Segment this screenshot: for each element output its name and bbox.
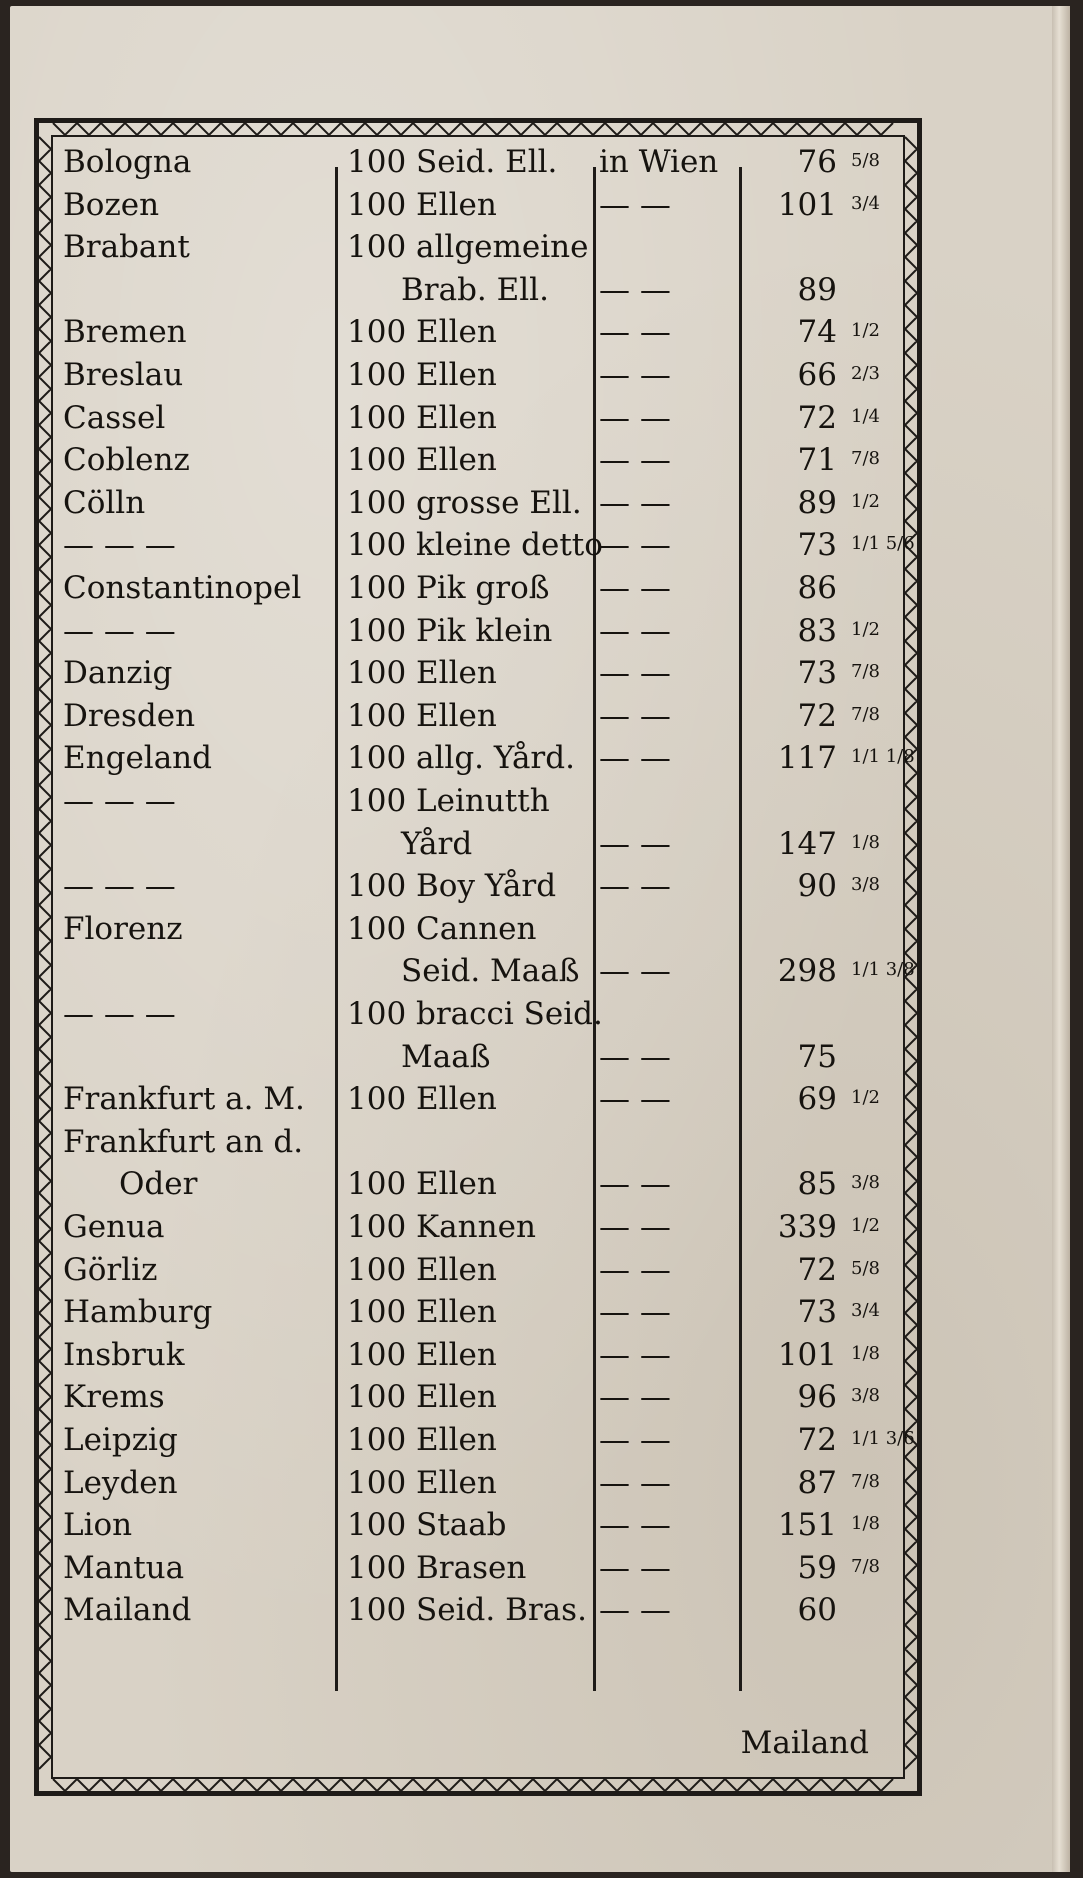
ell-count-cell: 74 xyxy=(797,314,837,351)
vienna-cell: — — xyxy=(599,570,671,606)
place-cell: Bologna xyxy=(63,144,192,180)
place-cell: Oder xyxy=(119,1166,198,1203)
table-row xyxy=(39,226,917,268)
vienna-cell: — — xyxy=(599,186,671,223)
ell-count-cell: 73 xyxy=(797,527,837,564)
ell-count-cell: 66 xyxy=(797,357,837,393)
table-row xyxy=(39,397,917,439)
vienna-cell: — — xyxy=(599,1379,671,1416)
ell-count-cell: 86 xyxy=(797,570,837,606)
place-cell: Cassel xyxy=(63,399,166,436)
table-row xyxy=(39,1419,917,1461)
catchword: Mailand xyxy=(740,1725,869,1761)
table-row xyxy=(39,1163,917,1205)
ell-count-cell: 89 xyxy=(797,271,837,308)
ell-count-cell: 73 xyxy=(797,1294,837,1331)
table-row xyxy=(39,1206,917,1248)
vienna-cell: — — xyxy=(599,1166,671,1203)
ell-count-cell: 117 xyxy=(777,740,837,777)
table-row xyxy=(39,354,917,396)
measure-cell: 100 Brasen xyxy=(347,1549,527,1586)
measure-cell: 100 Ellen xyxy=(347,1379,497,1416)
place-cell: Cölln xyxy=(63,484,146,521)
fraction-cell: 3/8 xyxy=(851,1172,880,1194)
vienna-cell: — — xyxy=(599,484,671,521)
fraction-cell: 5/8 xyxy=(851,1257,880,1279)
ell-count-cell: 72 xyxy=(797,1251,837,1288)
place-cell: Bozen xyxy=(63,186,160,223)
place-cell: Danzig xyxy=(63,655,173,692)
vienna-cell: — — xyxy=(599,825,671,862)
vienna-cell: — — xyxy=(599,953,671,990)
ell-count-cell: 59 xyxy=(797,1549,837,1586)
fraction-cell: 7/8 xyxy=(851,1555,880,1577)
book-page xyxy=(10,6,1070,1872)
ell-count-cell: 75 xyxy=(797,1038,837,1075)
ell-count-cell: 298 xyxy=(777,953,837,990)
place-cell: — — — xyxy=(63,527,176,564)
fraction-cell: 3/8 xyxy=(851,874,880,896)
fraction-cell: 2/3 xyxy=(851,363,880,384)
measure-cell: 100 Cannen xyxy=(347,910,537,947)
fraction-cell: 1/2 xyxy=(851,1087,880,1109)
measure-cell: Brab. Ell. xyxy=(401,271,549,308)
fraction-cell: 3/8 xyxy=(851,1385,880,1407)
vienna-cell: — — xyxy=(599,1464,671,1501)
ell-count-cell: 96 xyxy=(797,1379,837,1416)
vienna-cell: — — xyxy=(599,1294,671,1331)
table-row xyxy=(39,184,917,226)
fraction-cell: 7/8 xyxy=(851,703,880,725)
measure-cell: 100 Ellen xyxy=(347,1294,497,1331)
fraction-cell: 7/8 xyxy=(851,448,880,470)
fraction-cell: 7/8 xyxy=(851,661,880,683)
measure-cell: 100 Seid. Ell. xyxy=(347,144,558,180)
page-edge xyxy=(1052,6,1070,1872)
place-cell: Hamburg xyxy=(63,1294,213,1331)
table-row xyxy=(39,482,917,524)
table-row xyxy=(39,524,917,566)
measure-cell: 100 Ellen xyxy=(347,1422,497,1458)
fraction-cell: 1/2 xyxy=(851,320,880,342)
vienna-cell: — — xyxy=(599,697,671,734)
place-cell: Dresden xyxy=(63,697,196,734)
place-cell: Engeland xyxy=(63,740,212,777)
table-row xyxy=(39,269,917,311)
measure-cell: 100 Kannen xyxy=(347,1209,536,1245)
table-row xyxy=(39,1121,917,1163)
zigzag-border-top xyxy=(53,121,899,137)
fraction-cell: 1/8 xyxy=(851,831,880,853)
vienna-cell: — — xyxy=(599,314,671,351)
place-cell: Brabant xyxy=(63,229,190,266)
vienna-cell: — — xyxy=(599,1081,671,1118)
table-row xyxy=(39,1504,917,1546)
vienna-cell: — — xyxy=(599,357,671,393)
vienna-cell: — — xyxy=(599,612,671,649)
measure-cell: 100 Ellen xyxy=(347,1166,497,1203)
ell-count-cell: 85 xyxy=(797,1166,837,1203)
measure-cell: 100 Ellen xyxy=(347,655,497,692)
table-row xyxy=(39,1249,917,1291)
place-cell: Görliz xyxy=(63,1251,158,1288)
fraction-cell: 5/8 xyxy=(851,150,880,171)
table-row xyxy=(39,1547,917,1589)
measure-cell: 100 Staab xyxy=(347,1507,507,1544)
place-cell: Leipzig xyxy=(63,1422,178,1458)
vienna-cell: — — xyxy=(599,868,671,905)
measure-cell: 100 Seid. Bras. xyxy=(347,1592,587,1629)
place-cell: — — — xyxy=(63,612,176,649)
vienna-cell: — — xyxy=(599,740,671,777)
fraction-cell: 1/1 3/8 xyxy=(851,959,915,981)
measure-cell: 100 Ellen xyxy=(347,314,497,351)
vienna-cell: — — xyxy=(599,655,671,692)
vienna-cell: — — xyxy=(599,1251,671,1288)
ell-count-cell: 71 xyxy=(797,442,837,479)
measure-cell: 100 Ellen xyxy=(347,1251,497,1288)
ell-count-cell: 73 xyxy=(797,655,837,692)
measure-cell: 100 kleine detto xyxy=(347,527,603,564)
place-cell: — — — xyxy=(63,868,176,905)
zigzag-border-bottom xyxy=(53,1777,899,1793)
place-cell: Mailand xyxy=(63,1592,192,1629)
place-cell: — — — xyxy=(63,996,176,1032)
measure-cell: 100 Ellen xyxy=(347,442,497,479)
fraction-cell: 3/4 xyxy=(851,1300,880,1322)
vienna-cell: in Wien xyxy=(599,144,719,180)
place-cell: Frankfurt a. M. xyxy=(63,1081,305,1118)
measure-cell: 100 grosse Ell. xyxy=(347,484,582,521)
table-row xyxy=(39,908,917,950)
vienna-cell: — — xyxy=(599,399,671,436)
vienna-cell: — — xyxy=(599,1209,671,1245)
measure-cell: 100 Ellen xyxy=(347,186,497,223)
table-row xyxy=(39,695,917,737)
ell-count-cell: 101 xyxy=(777,1336,837,1373)
fraction-cell: 1/1 3/6 xyxy=(851,1428,915,1449)
ell-count-cell: 72 xyxy=(797,1422,837,1458)
fraction-cell: 1/2 xyxy=(851,618,880,640)
table-row xyxy=(39,1376,917,1418)
vienna-cell: — — xyxy=(599,442,671,479)
table-row xyxy=(39,780,917,822)
ell-count-cell: 69 xyxy=(797,1081,837,1118)
measure-cell: 100 Ellen xyxy=(347,697,497,734)
ell-count-cell: 83 xyxy=(797,612,837,649)
place-cell: Coblenz xyxy=(63,442,190,479)
table-row xyxy=(39,311,917,353)
measure-cell: 100 Ellen xyxy=(347,1081,497,1118)
place-cell: Genua xyxy=(63,1209,165,1245)
ell-count-cell: 89 xyxy=(797,484,837,521)
vienna-cell: — — xyxy=(599,1336,671,1373)
fraction-cell: 1/2 xyxy=(851,1215,880,1236)
place-cell: Frankfurt an d. xyxy=(63,1123,304,1160)
place-cell: Breslau xyxy=(63,357,184,393)
measure-cell: 100 bracci Seid. xyxy=(347,996,603,1032)
table-row xyxy=(39,1462,917,1504)
vienna-cell: — — xyxy=(599,1038,671,1075)
measure-cell: 100 Ellen xyxy=(347,357,497,393)
table-row xyxy=(39,1334,917,1376)
ell-count-cell: 76 xyxy=(797,144,837,180)
ell-count-cell: 101 xyxy=(777,186,837,223)
measure-cell: 100 Ellen xyxy=(347,399,497,436)
ell-count-cell: 147 xyxy=(777,825,837,862)
measure-cell: 100 Pik groß xyxy=(347,570,550,606)
place-cell: Lion xyxy=(63,1507,133,1544)
table-row xyxy=(39,439,917,481)
measure-cell: Maaß xyxy=(401,1038,491,1075)
table-row xyxy=(39,567,917,609)
measure-cell: 100 Leinutth xyxy=(347,783,550,819)
ell-count-cell: 87 xyxy=(797,1464,837,1501)
ell-count-cell: 72 xyxy=(797,697,837,734)
table-row xyxy=(39,1036,917,1078)
ell-count-cell: 339 xyxy=(777,1209,837,1245)
measure-cell: 100 Ellen xyxy=(347,1464,497,1501)
table-row xyxy=(39,993,917,1035)
table-row xyxy=(39,865,917,907)
table-row xyxy=(39,737,917,779)
measure-cell: 100 Pik klein xyxy=(347,612,553,649)
table-row xyxy=(39,610,917,652)
vienna-cell: — — xyxy=(599,271,671,308)
vienna-cell: — — xyxy=(599,1422,671,1458)
fraction-cell: 1/2 xyxy=(851,490,880,512)
vienna-cell: — — xyxy=(599,1592,671,1629)
vienna-cell: — — xyxy=(599,1549,671,1586)
vienna-cell: — — xyxy=(599,527,671,564)
place-cell: Krems xyxy=(63,1379,165,1416)
measure-cell: 100 Ellen xyxy=(347,1336,497,1373)
fraction-cell: 1/1 1/8 xyxy=(851,746,915,768)
ell-count-cell: 90 xyxy=(797,868,837,905)
fraction-cell: 7/8 xyxy=(851,1470,880,1492)
measure-cell: 100 Boy Yård xyxy=(347,868,557,905)
table-row xyxy=(39,652,917,694)
place-cell: Insbruk xyxy=(63,1336,185,1373)
measure-cell: 100 allg. Yård. xyxy=(347,740,575,777)
ell-count-cell: 151 xyxy=(777,1507,837,1544)
place-cell: Florenz xyxy=(63,910,183,947)
place-cell: Bremen xyxy=(63,314,187,351)
vienna-cell: — — xyxy=(599,1507,671,1544)
place-cell: — — — xyxy=(63,783,176,819)
table-row xyxy=(39,823,917,865)
table-row xyxy=(39,1589,917,1631)
measure-cell: Seid. Maaß xyxy=(401,953,580,990)
place-cell: Leyden xyxy=(63,1464,178,1501)
table-frame xyxy=(34,118,922,1796)
fraction-cell: 1/8 xyxy=(851,1342,880,1364)
measure-cell: Yård xyxy=(401,825,473,862)
fraction-cell: 1/4 xyxy=(851,405,880,427)
fraction-cell: 1/1 5/6 xyxy=(851,533,915,555)
fraction-cell: 1/8 xyxy=(851,1513,880,1535)
table-row xyxy=(39,950,917,992)
ell-count-cell: 60 xyxy=(797,1592,837,1629)
table-row xyxy=(39,141,917,183)
place-cell: Constantinopel xyxy=(63,570,302,606)
measure-cell: 100 allgemeine xyxy=(347,229,589,266)
fraction-cell: 3/4 xyxy=(851,192,880,214)
ell-count-cell: 72 xyxy=(797,399,837,436)
place-cell: Mantua xyxy=(63,1549,185,1586)
table-row xyxy=(39,1078,917,1120)
table-row xyxy=(39,1291,917,1333)
